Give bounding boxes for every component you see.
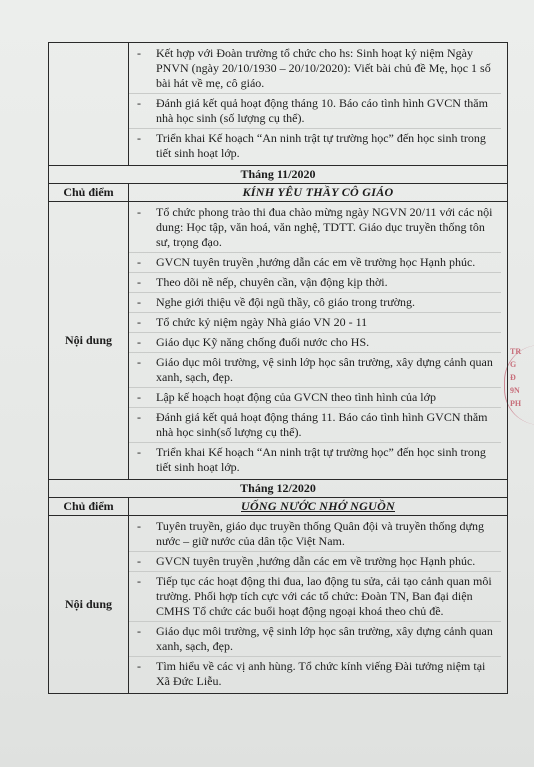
theme-title: KÍNH YÊU THẦY CÔ GIÁO <box>129 184 508 202</box>
list-item <box>129 410 501 443</box>
november-theme-row <box>49 184 508 202</box>
list-item-text: Lập kế hoạch hoạt động của GVCN theo tình hình của lớp <box>156 390 436 404</box>
month-heading: Tháng 12/2020 <box>49 480 508 498</box>
december-theme-row <box>49 498 508 516</box>
list-item <box>129 445 501 477</box>
november-content-cell <box>129 202 508 480</box>
month-heading: Tháng 11/2020 <box>49 166 508 184</box>
list-item-text: Triển khai Kế hoạch “An ninh trật tự trường học” đến học sinh trong tiết sinh hoạt lớp. <box>156 445 486 474</box>
bullet-dash: - <box>137 205 141 219</box>
list-item <box>129 335 501 353</box>
list-item-text: Tìm hiểu về các vị anh hùng. Tổ chức kính viếng Đài tưởng niệm tại Xã Đức Liễu. <box>156 659 486 688</box>
list-item <box>129 46 501 94</box>
bullet-dash: - <box>137 255 141 269</box>
bullet-dash: - <box>137 131 141 145</box>
list-item-text: Tổ chức kỷ niệm ngày Nhà giáo VN 20 - 11 <box>156 315 368 329</box>
list-item-text: Đánh giá kết quả hoạt động tháng 11. Báo cáo tình hình GVCN thăm nhà học sinh(số lượng cụ thể). <box>156 410 488 439</box>
list-item <box>129 205 501 253</box>
list-item <box>129 390 501 408</box>
stamp-text: Đ <box>510 373 516 382</box>
october-items-list <box>129 43 507 165</box>
list-item-text: Nghe giới thiệu về đội ngũ thầy, cô giáo trong trường. <box>156 295 416 309</box>
list-item <box>129 659 501 691</box>
stamp-text: TR <box>510 347 522 356</box>
bullet-dash: - <box>137 574 141 588</box>
bullet-dash: - <box>137 355 141 369</box>
bullet-dash: - <box>137 445 141 459</box>
list-item-text: Tiếp tục các hoạt động thi đua, lao động tu sửa, cải tạo cảnh quan môi trường. Phối hợp tích cực với các tổ chức: Đoàn TN, Ban đại diện CMHS Tổ chức các buổi hoạt động ngoại khoá theo chủ đề. <box>156 574 492 618</box>
list-item <box>129 275 501 293</box>
list-item <box>129 624 501 657</box>
theme-label: Chủ điểm <box>49 498 129 516</box>
list-item <box>129 131 501 163</box>
list-item-text: GVCN tuyên truyền ,hướng dẫn các em về trường học Hạnh phúc. <box>156 554 476 568</box>
list-item <box>129 519 501 552</box>
theme-label: Chủ điểm <box>49 184 129 202</box>
october-continuation-row <box>49 43 508 166</box>
list-item-text: Triển khai Kế hoạch “An ninh trật tự trường học” đến học sinh trong tiết sinh hoạt lớp. <box>156 131 486 160</box>
bullet-dash: - <box>137 295 141 309</box>
december-content-cell <box>129 516 508 694</box>
december-content-row <box>49 516 508 694</box>
bullet-dash: - <box>137 335 141 349</box>
stamp-text: 9N <box>510 386 520 395</box>
december-items-list <box>129 516 507 693</box>
list-item <box>129 355 501 388</box>
bullet-dash: - <box>137 96 141 110</box>
bullet-dash: - <box>137 624 141 638</box>
bullet-dash: - <box>137 410 141 424</box>
list-item <box>129 574 501 622</box>
list-item <box>129 96 501 129</box>
november-items-list <box>129 202 507 479</box>
list-item-text: Kết hợp với Đoàn trường tổ chức cho hs: Sinh hoạt kỷ niệm Ngày PNVN (ngày 20/10/1930 – 20/10/2020): Viết bài chủ đề Mẹ, học 1 số bài hát về mẹ, cô giáo. <box>156 46 491 90</box>
october-content-cell <box>129 43 508 166</box>
november-content-row <box>49 202 508 480</box>
bullet-dash: - <box>137 315 141 329</box>
bullet-dash: - <box>137 659 141 673</box>
list-item <box>129 554 501 572</box>
list-item-text: Giáo dục môi trường, vệ sinh lớp học sân trường, xây dựng cảnh quan xanh, sạch, đẹp. <box>156 624 493 653</box>
content-label: Nội dung <box>49 516 129 694</box>
red-stamp-fragment <box>504 345 534 425</box>
bullet-dash: - <box>137 46 141 60</box>
theme-title: UỐNG NƯỚC NHỚ NGUỒN <box>129 498 508 516</box>
list-item-text: Giáo dục môi trường, vệ sinh lớp học sân trường, xây dựng cảnh quan xanh, sạch, đẹp. <box>156 355 493 384</box>
list-item <box>129 295 501 313</box>
bullet-dash: - <box>137 275 141 289</box>
list-item-text: Đánh giá kết quả hoạt động tháng 10. Báo cáo tình hình GVCN thăm nhà học sinh (số lượng cụ thể). <box>156 96 488 125</box>
stamp-text: PH <box>510 399 522 408</box>
activity-plan-table <box>48 42 508 694</box>
list-item-text: Giáo dục Kỹ năng chống đuối nước cho HS. <box>156 335 370 349</box>
bullet-dash: - <box>137 519 141 533</box>
list-item <box>129 315 501 333</box>
bullet-dash: - <box>137 390 141 404</box>
list-item-text: GVCN tuyên truyền ,hướng dẫn các em về trường học Hạnh phúc. <box>156 255 476 269</box>
empty-label-cell <box>49 43 129 166</box>
content-label: Nội dung <box>49 202 129 480</box>
list-item-text: Theo dõi nề nếp, chuyên cần, vận động kịp thời. <box>156 275 388 289</box>
list-item <box>129 255 501 273</box>
november-month-row <box>49 166 508 184</box>
stamp-text: G <box>510 360 517 369</box>
list-item-text: Tuyên truyền, giáo dục truyền thống Quân đội và truyền thống dựng nước – giữ nước của dân tộc Việt Nam. <box>156 519 485 548</box>
list-item-text: Tổ chức phong trào thi đua chào mừng ngày NGVN 20/11 với các nội dung: Học tập, văn hoá, văn nghệ, TDTT. Giáo dục truyền thống tôn sư, trọng đạo. <box>156 205 493 249</box>
december-month-row <box>49 480 508 498</box>
bullet-dash: - <box>137 554 141 568</box>
